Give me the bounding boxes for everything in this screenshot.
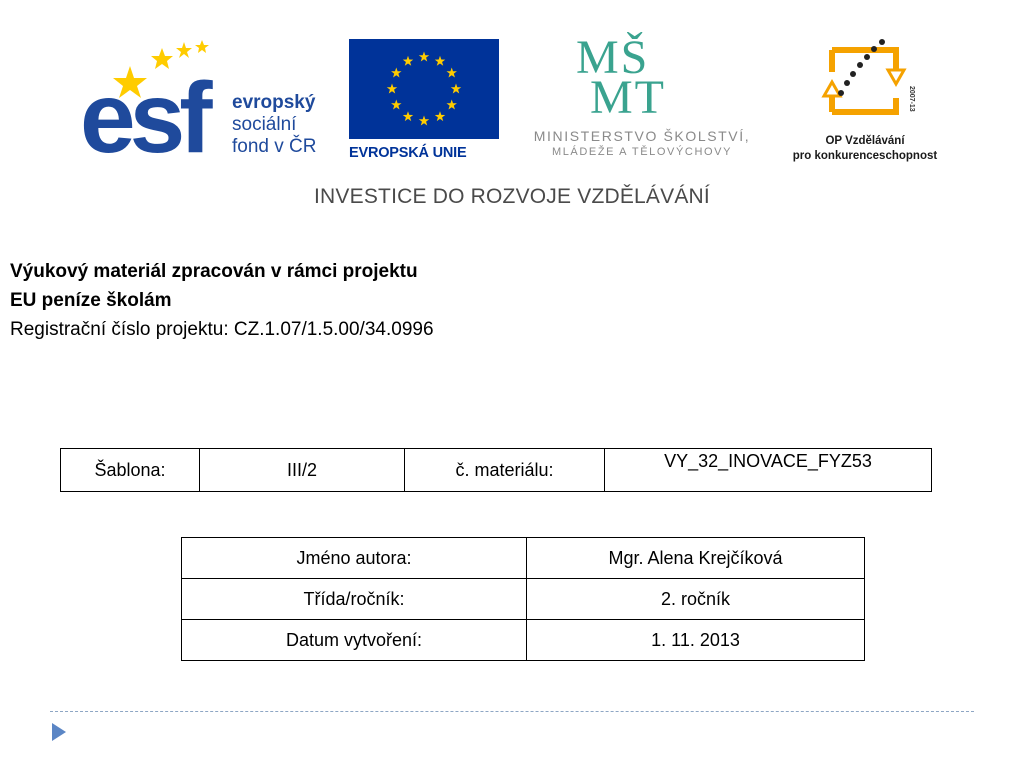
msmt-logo [512, 31, 772, 164]
date-label: Datum vytvoření: [182, 620, 527, 661]
project-name: EU peníze školám [10, 290, 172, 311]
class-value: 2. ročník [527, 579, 865, 620]
esf-logo [80, 38, 342, 174]
eu-caption: EVROPSKÁ UNIE [349, 145, 467, 161]
table-row [182, 579, 865, 620]
material-table [60, 448, 932, 492]
op-arrows-icon [810, 36, 920, 131]
template-label: Šablona: [61, 449, 200, 492]
esf-wordmark: esf [80, 62, 207, 174]
template-value: III/2 [200, 449, 405, 492]
tagline: INVESTICE DO ROZVOJE VZDĚLÁVÁNÍ [314, 185, 710, 208]
msmt-monogram-top: MŠ [576, 31, 650, 84]
esf-line1: evropský [232, 92, 316, 113]
project-title: Výukový materiál zpracován v rámci projektu [10, 261, 418, 282]
footer-divider [50, 711, 974, 712]
op-caption [780, 134, 950, 164]
project-registration: Registrační číslo projektu: CZ.1.07/1.5.00/34.0996 [10, 319, 434, 340]
author-label: Jméno autora: [182, 538, 527, 579]
msmt-monogram [576, 31, 666, 124]
eu-flag-icon [349, 39, 499, 139]
msmt-line2: MLÁDEŽE A TĚLOVÝCHOVY [551, 146, 733, 158]
op-logo [780, 36, 950, 166]
msmt-monogram-bottom: MT [590, 71, 666, 124]
material-value: VY_32_INOVACE_FYZ53 [605, 449, 932, 492]
table-row [182, 620, 865, 661]
author-value: Mgr. Alena Krejčíková [527, 538, 865, 579]
author-table [181, 537, 865, 661]
slide-bullet-icon [51, 722, 67, 742]
eu-logo [349, 39, 499, 163]
date-value: 1. 11. 2013 [527, 620, 865, 661]
esf-line2: sociální [232, 114, 297, 135]
esf-caption [232, 92, 316, 158]
msmt-line1: MINISTERSTVO ŠKOLSTVÍ, [533, 128, 751, 144]
op-line1: OP Vzdělávání [825, 135, 905, 147]
project-info [10, 257, 434, 344]
table-row [61, 449, 932, 492]
table-row [182, 538, 865, 579]
class-label: Třída/ročník: [182, 579, 527, 620]
op-line2: pro konkurenceschopnost [792, 150, 938, 162]
material-label: č. materiálu: [405, 449, 605, 492]
esf-line3: fond v ČR [232, 136, 317, 157]
op-years: 2007-13 [908, 86, 915, 112]
